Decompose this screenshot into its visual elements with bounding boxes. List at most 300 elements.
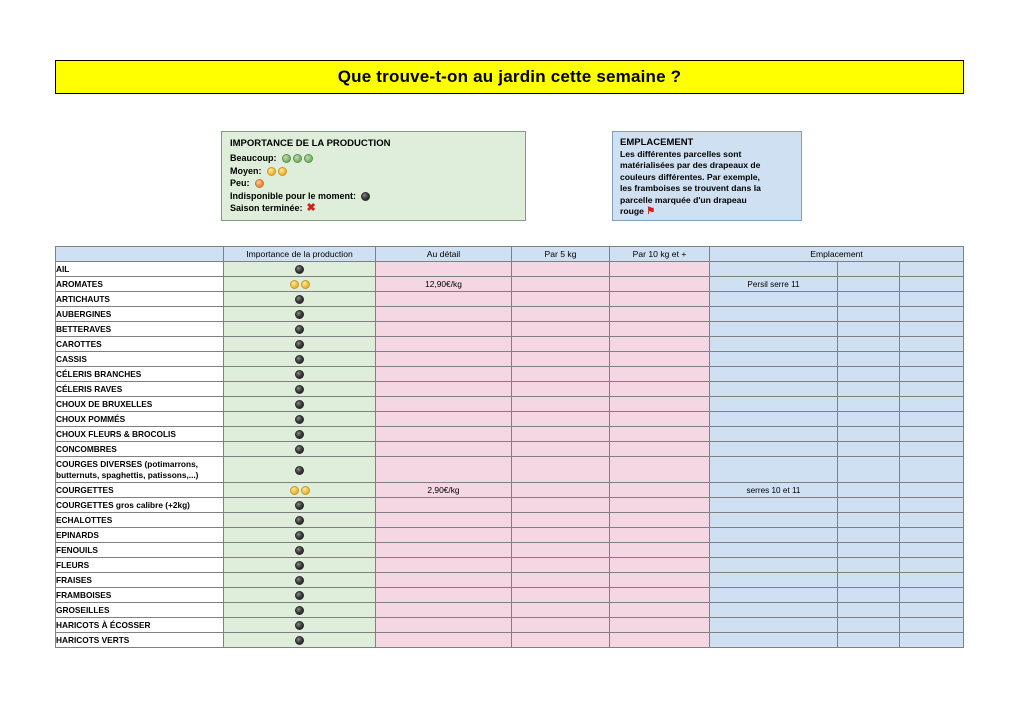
price-5kg-cell xyxy=(512,543,610,558)
price-10kg-cell xyxy=(610,558,710,573)
production-importance-cell xyxy=(224,337,376,352)
emplacement-cell-extra xyxy=(838,573,900,588)
production-importance-cell xyxy=(224,442,376,457)
yellow-dot-icon xyxy=(301,486,310,495)
header-detail: Au détail xyxy=(376,247,512,262)
emplacement-cell-extra xyxy=(900,588,964,603)
legend-location xyxy=(612,131,802,221)
price-detail-cell xyxy=(376,618,512,633)
table-row xyxy=(56,618,964,633)
price-10kg-cell xyxy=(610,528,710,543)
header-5kg: Par 5 kg xyxy=(512,247,610,262)
emplacement-cell-extra xyxy=(838,337,900,352)
table-row xyxy=(56,262,964,277)
yellow-dot-icon xyxy=(290,280,299,289)
emplacement-cell xyxy=(710,427,838,442)
table-row xyxy=(56,603,964,618)
emplacement-cell xyxy=(710,573,838,588)
emplacement-cell-extra xyxy=(900,573,964,588)
price-detail-cell xyxy=(376,543,512,558)
price-detail-cell xyxy=(376,337,512,352)
price-detail-cell: 12,90€/kg xyxy=(376,277,512,292)
price-5kg-cell xyxy=(512,513,610,528)
legend-production-row xyxy=(230,202,517,215)
production-importance-cell xyxy=(224,603,376,618)
emplacement-cell xyxy=(710,397,838,412)
price-detail-cell xyxy=(376,633,512,648)
legend-location-title: EMPLACEMENT xyxy=(620,137,694,148)
season-over-icon: ✖ xyxy=(306,202,316,215)
production-importance-cell xyxy=(224,262,376,277)
black-dot-icon xyxy=(295,531,304,540)
black-dot-icon xyxy=(295,591,304,600)
emplacement-cell xyxy=(710,528,838,543)
black-dot-icon xyxy=(295,466,304,475)
emplacement-cell-extra xyxy=(838,322,900,337)
price-detail-cell xyxy=(376,397,512,412)
table-row xyxy=(56,337,964,352)
emplacement-cell xyxy=(710,618,838,633)
legend-production-rows xyxy=(230,152,517,215)
produce-name: EPINARDS xyxy=(56,528,224,543)
header-importance: Importance de la production xyxy=(224,247,376,262)
emplacement-cell: Persil serre 11 xyxy=(710,277,838,292)
production-importance-cell xyxy=(224,498,376,513)
table-row xyxy=(56,558,964,573)
price-detail-cell xyxy=(376,558,512,573)
legend-production-label: Moyen: xyxy=(230,165,262,176)
black-dot-icon xyxy=(295,340,304,349)
legend-production-label: Saison terminée: xyxy=(230,203,303,214)
emplacement-cell xyxy=(710,498,838,513)
legend-location-line: les framboises se trouvent dans la xyxy=(620,183,761,194)
produce-name: AIL xyxy=(56,262,224,277)
emplacement-cell-extra xyxy=(900,528,964,543)
price-10kg-cell xyxy=(610,427,710,442)
produce-name: FLEURS xyxy=(56,558,224,573)
legend-location-line: rouge ⚑ xyxy=(620,205,656,217)
legend-location-line: Les différentes parcelles sont xyxy=(620,149,742,159)
price-10kg-cell xyxy=(610,367,710,382)
green-dot-icon xyxy=(304,154,313,163)
black-dot-icon xyxy=(295,501,304,510)
price-10kg-cell xyxy=(610,498,710,513)
emplacement-cell-extra xyxy=(838,633,900,648)
emplacement-cell-extra xyxy=(838,262,900,277)
price-10kg-cell xyxy=(610,322,710,337)
red-flag-icon: ⚑ xyxy=(646,205,656,217)
emplacement-cell-extra xyxy=(838,588,900,603)
production-importance-cell xyxy=(224,483,376,498)
emplacement-cell-extra xyxy=(838,412,900,427)
emplacement-cell xyxy=(710,558,838,573)
emplacement-cell-extra xyxy=(838,367,900,382)
produce-name: FRAISES xyxy=(56,573,224,588)
emplacement-cell-extra xyxy=(838,513,900,528)
yellow-dot-icon xyxy=(267,167,276,176)
production-importance-cell xyxy=(224,277,376,292)
produce-table xyxy=(55,246,964,648)
price-5kg-cell xyxy=(512,262,610,277)
legend-location-body xyxy=(620,149,794,217)
emplacement-cell-extra xyxy=(838,427,900,442)
price-5kg-cell xyxy=(512,633,610,648)
header-10kg: Par 10 kg et + xyxy=(610,247,710,262)
emplacement-cell-extra xyxy=(838,603,900,618)
legend-production-marks xyxy=(281,152,314,165)
table-row xyxy=(56,322,964,337)
produce-name: CHOUX FLEURS & BROCOLIS xyxy=(56,427,224,442)
legend-production-marks xyxy=(307,202,316,215)
price-5kg-cell xyxy=(512,573,610,588)
emplacement-cell xyxy=(710,513,838,528)
emplacement-cell-extra xyxy=(838,483,900,498)
black-dot-icon xyxy=(295,370,304,379)
production-importance-cell xyxy=(224,513,376,528)
table-row xyxy=(56,483,964,498)
emplacement-cell xyxy=(710,382,838,397)
price-5kg-cell xyxy=(512,367,610,382)
price-5kg-cell xyxy=(512,277,610,292)
black-dot-icon xyxy=(295,430,304,439)
price-5kg-cell xyxy=(512,558,610,573)
produce-name: COURGETTES gros calibre (+2kg) xyxy=(56,498,224,513)
emplacement-cell-extra xyxy=(900,442,964,457)
table-row xyxy=(56,382,964,397)
price-10kg-cell xyxy=(610,513,710,528)
emplacement-cell-extra xyxy=(900,292,964,307)
emplacement-cell xyxy=(710,442,838,457)
table-row xyxy=(56,457,964,483)
table-row xyxy=(56,528,964,543)
table-row xyxy=(56,367,964,382)
price-detail-cell xyxy=(376,588,512,603)
black-dot-icon xyxy=(295,636,304,645)
emplacement-cell-extra xyxy=(900,618,964,633)
emplacement-cell-extra xyxy=(900,412,964,427)
price-detail-cell xyxy=(376,352,512,367)
price-10kg-cell xyxy=(610,337,710,352)
emplacement-cell xyxy=(710,633,838,648)
emplacement-cell-extra xyxy=(838,442,900,457)
price-10kg-cell xyxy=(610,292,710,307)
black-dot-icon xyxy=(295,546,304,555)
emplacement-cell xyxy=(710,322,838,337)
emplacement-cell xyxy=(710,262,838,277)
price-detail-cell xyxy=(376,427,512,442)
emplacement-cell xyxy=(710,588,838,603)
table-row xyxy=(56,427,964,442)
price-detail-cell xyxy=(376,412,512,427)
price-5kg-cell xyxy=(512,322,610,337)
page-title-banner xyxy=(55,60,964,94)
emplacement-cell-extra xyxy=(838,382,900,397)
legend-production-title: IMPORTANCE DE LA PRODUCTION xyxy=(230,138,391,149)
black-dot-icon xyxy=(295,355,304,364)
emplacement-cell xyxy=(710,457,838,483)
emplacement-cell-extra xyxy=(838,457,900,483)
black-dot-icon xyxy=(295,621,304,630)
produce-table-wrapper xyxy=(55,246,963,648)
black-dot-icon xyxy=(295,606,304,615)
produce-name: CÉLERIS RAVES xyxy=(56,382,224,397)
legend-production-label: Peu: xyxy=(230,178,250,189)
table-row xyxy=(56,397,964,412)
legend-production-marks xyxy=(254,177,265,190)
legend-production-label: Indisponible pour le moment: xyxy=(230,190,356,201)
black-dot-icon xyxy=(295,310,304,319)
emplacement-cell-extra xyxy=(838,543,900,558)
price-10kg-cell xyxy=(610,382,710,397)
production-importance-cell xyxy=(224,543,376,558)
table-row xyxy=(56,633,964,648)
emplacement-cell-extra xyxy=(900,337,964,352)
black-dot-icon xyxy=(295,265,304,274)
black-dot-icon xyxy=(295,561,304,570)
production-importance-cell xyxy=(224,307,376,322)
price-detail-cell xyxy=(376,307,512,322)
production-importance-cell xyxy=(224,367,376,382)
emplacement-cell-extra xyxy=(900,457,964,483)
table-row xyxy=(56,412,964,427)
price-detail-cell xyxy=(376,457,512,483)
produce-name: GROSEILLES xyxy=(56,603,224,618)
emplacement-cell xyxy=(710,603,838,618)
table-header-row xyxy=(56,247,964,262)
yellow-dot-icon xyxy=(278,167,287,176)
produce-name: AROMATES xyxy=(56,277,224,292)
emplacement-cell xyxy=(710,367,838,382)
produce-name: ARTICHAUTS xyxy=(56,292,224,307)
price-5kg-cell xyxy=(512,412,610,427)
emplacement-cell-extra xyxy=(838,498,900,513)
emplacement-cell: serres 10 et 11 xyxy=(710,483,838,498)
emplacement-cell-extra xyxy=(900,307,964,322)
emplacement-cell xyxy=(710,337,838,352)
emplacement-cell-extra xyxy=(900,382,964,397)
emplacement-cell-extra xyxy=(838,558,900,573)
produce-name: AUBERGINES xyxy=(56,307,224,322)
emplacement-cell xyxy=(710,412,838,427)
price-detail-cell xyxy=(376,573,512,588)
price-10kg-cell xyxy=(610,543,710,558)
emplacement-cell-extra xyxy=(900,483,964,498)
price-5kg-cell xyxy=(512,618,610,633)
price-10kg-cell xyxy=(610,412,710,427)
price-5kg-cell xyxy=(512,498,610,513)
production-importance-cell xyxy=(224,457,376,483)
emplacement-cell-extra xyxy=(900,498,964,513)
price-5kg-cell xyxy=(512,292,610,307)
black-dot-icon xyxy=(295,415,304,424)
emplacement-cell-extra xyxy=(838,352,900,367)
produce-name: CAROTTES xyxy=(56,337,224,352)
produce-name: FENOUILS xyxy=(56,543,224,558)
emplacement-cell-extra xyxy=(900,397,964,412)
emplacement-cell xyxy=(710,352,838,367)
price-10kg-cell xyxy=(610,483,710,498)
produce-name: CHOUX POMMÉS xyxy=(56,412,224,427)
produce-name: CHOUX DE BRUXELLES xyxy=(56,397,224,412)
produce-name: HARICOTS À ÉCOSSER xyxy=(56,618,224,633)
production-importance-cell xyxy=(224,618,376,633)
price-10kg-cell xyxy=(610,633,710,648)
emplacement-cell-extra xyxy=(900,367,964,382)
emplacement-cell-extra xyxy=(900,427,964,442)
price-detail-cell xyxy=(376,498,512,513)
production-importance-cell xyxy=(224,633,376,648)
green-dot-icon xyxy=(293,154,302,163)
orange-dot-icon xyxy=(255,179,264,188)
price-detail-cell xyxy=(376,528,512,543)
price-5kg-cell xyxy=(512,397,610,412)
price-detail-cell xyxy=(376,262,512,277)
price-5kg-cell xyxy=(512,603,610,618)
emplacement-cell-extra xyxy=(838,292,900,307)
price-10kg-cell xyxy=(610,457,710,483)
produce-name: COURGETTES xyxy=(56,483,224,498)
produce-name: CONCOMBRES xyxy=(56,442,224,457)
black-dot-icon xyxy=(295,325,304,334)
legend-production-row xyxy=(230,152,517,165)
emplacement-cell-extra xyxy=(900,633,964,648)
price-10kg-cell xyxy=(610,307,710,322)
emplacement-cell xyxy=(710,307,838,322)
produce-name: CÉLERIS BRANCHES xyxy=(56,367,224,382)
price-detail-cell: 2,90€/kg xyxy=(376,483,512,498)
emplacement-cell-extra xyxy=(900,603,964,618)
emplacement-cell-extra xyxy=(900,352,964,367)
black-dot-icon xyxy=(361,192,370,201)
table-row xyxy=(56,513,964,528)
production-importance-cell xyxy=(224,427,376,442)
produce-name: BETTERAVES xyxy=(56,322,224,337)
legend-production-marks xyxy=(266,165,288,178)
production-importance-cell xyxy=(224,412,376,427)
black-dot-icon xyxy=(295,516,304,525)
legend-location-line: couleurs différentes. Par exemple, xyxy=(620,171,760,182)
production-importance-cell xyxy=(224,322,376,337)
production-importance-cell xyxy=(224,588,376,603)
production-importance-cell xyxy=(224,382,376,397)
price-detail-cell xyxy=(376,513,512,528)
price-5kg-cell xyxy=(512,442,610,457)
price-10kg-cell xyxy=(610,397,710,412)
price-5kg-cell xyxy=(512,307,610,322)
produce-name: FRAMBOISES xyxy=(56,588,224,603)
legend-production-label: Beaucoup: xyxy=(230,153,277,163)
page-title: Que trouve-t-on au jardin cette semaine ? xyxy=(337,67,682,86)
table-row xyxy=(56,573,964,588)
legend-production xyxy=(221,131,526,221)
emplacement-cell-extra xyxy=(900,513,964,528)
price-detail-cell xyxy=(376,603,512,618)
table-row xyxy=(56,352,964,367)
table-row xyxy=(56,307,964,322)
yellow-dot-icon xyxy=(301,280,310,289)
emplacement-cell xyxy=(710,543,838,558)
emplacement-cell-extra xyxy=(838,618,900,633)
emplacement-cell xyxy=(710,292,838,307)
price-detail-cell xyxy=(376,382,512,397)
table-row xyxy=(56,498,964,513)
produce-name: CASSIS xyxy=(56,352,224,367)
price-5kg-cell xyxy=(512,352,610,367)
legend-production-row xyxy=(230,177,517,190)
price-10kg-cell xyxy=(610,618,710,633)
production-importance-cell xyxy=(224,397,376,412)
produce-name: HARICOTS VERTS xyxy=(56,633,224,648)
production-importance-cell xyxy=(224,573,376,588)
price-10kg-cell xyxy=(610,442,710,457)
price-10kg-cell xyxy=(610,352,710,367)
price-5kg-cell xyxy=(512,588,610,603)
emplacement-cell-extra xyxy=(838,307,900,322)
production-importance-cell xyxy=(224,558,376,573)
price-detail-cell xyxy=(376,367,512,382)
emplacement-cell-extra xyxy=(838,397,900,412)
black-dot-icon xyxy=(295,295,304,304)
price-10kg-cell xyxy=(610,573,710,588)
produce-name: ECHALOTTES xyxy=(56,513,224,528)
legend-location-line: parcelle marquée d'un drapeau xyxy=(620,194,747,205)
production-importance-cell xyxy=(224,292,376,307)
emplacement-cell-extra xyxy=(838,277,900,292)
price-10kg-cell xyxy=(610,603,710,618)
legend-location-line: matérialisées par des drapeaux de xyxy=(620,160,761,171)
price-detail-cell xyxy=(376,322,512,337)
price-10kg-cell xyxy=(610,277,710,292)
price-5kg-cell xyxy=(512,528,610,543)
produce-name: COURGES DIVERSES (potimarrons, butternuts, spaghettis, patissons,...) xyxy=(56,457,224,483)
emplacement-cell-extra xyxy=(838,528,900,543)
production-importance-cell xyxy=(224,528,376,543)
price-5kg-cell xyxy=(512,337,610,352)
price-5kg-cell xyxy=(512,382,610,397)
price-detail-cell xyxy=(376,442,512,457)
legend-production-row xyxy=(230,165,517,178)
price-5kg-cell xyxy=(512,427,610,442)
emplacement-cell-extra xyxy=(900,322,964,337)
header-name xyxy=(56,247,224,262)
table-row xyxy=(56,442,964,457)
table-row xyxy=(56,588,964,603)
price-10kg-cell xyxy=(610,262,710,277)
emplacement-cell-extra xyxy=(900,543,964,558)
legend-production-row xyxy=(230,190,517,203)
table-row xyxy=(56,543,964,558)
emplacement-cell-extra xyxy=(900,262,964,277)
black-dot-icon xyxy=(295,385,304,394)
production-importance-cell xyxy=(224,352,376,367)
yellow-dot-icon xyxy=(290,486,299,495)
header-emplacement: Emplacement xyxy=(710,247,964,262)
black-dot-icon xyxy=(295,400,304,409)
black-dot-icon xyxy=(295,445,304,454)
table-body xyxy=(56,262,964,648)
price-5kg-cell xyxy=(512,483,610,498)
emplacement-cell-extra xyxy=(900,277,964,292)
black-dot-icon xyxy=(295,576,304,585)
legend-production-marks xyxy=(360,190,371,203)
table-row xyxy=(56,277,964,292)
table-row xyxy=(56,292,964,307)
price-10kg-cell xyxy=(610,588,710,603)
green-dot-icon xyxy=(282,154,291,163)
price-detail-cell xyxy=(376,292,512,307)
price-5kg-cell xyxy=(512,457,610,483)
emplacement-cell-extra xyxy=(900,558,964,573)
